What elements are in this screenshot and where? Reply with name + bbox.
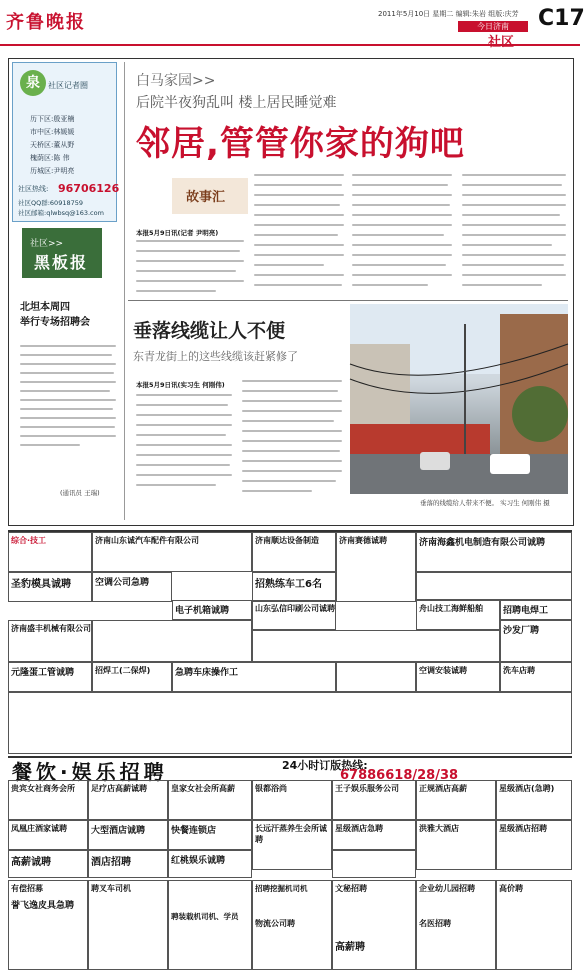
second-byline: 本报5月9日讯(实习生 何刚伟) — [136, 381, 225, 389]
ad-title: 高薪聘 — [335, 942, 365, 953]
ad-cell — [92, 572, 172, 602]
ad-title: 快餐连锁店 — [171, 826, 217, 836]
ad-cell — [496, 780, 572, 820]
ad-title: 空调公司急聘 — [95, 578, 150, 588]
ad-title: 元隆蛋工管诚聘 — [11, 668, 75, 678]
ad-cell — [416, 572, 572, 600]
lead-column-4 — [462, 174, 566, 294]
lead-column-1 — [136, 240, 244, 300]
ad-title: 星级酒店急聘 — [335, 824, 383, 833]
ad-title: 招聘挖掘机司机 — [255, 884, 308, 893]
ad-title: 济南盛丰机械有限公司 — [11, 624, 91, 633]
ad-cell — [500, 600, 572, 620]
reporter-box-title: 社区记者圈 — [48, 81, 88, 90]
ad-title: 大型酒店诚聘 — [91, 826, 146, 836]
ad-cell — [252, 880, 332, 970]
qq-group: 社区QQ群:60918759 — [18, 199, 84, 207]
ad-title: 足疗店高薪诚聘 — [91, 784, 147, 793]
ad-title: 名医招聘 — [419, 919, 451, 928]
second-column-1 — [136, 394, 232, 494]
ad-title: 招熟练车工6名 — [255, 579, 322, 590]
ad-title: 电子机箱诚聘 — [175, 606, 230, 616]
ad-title: 高薪诚聘 — [11, 857, 51, 868]
ad-cell — [500, 620, 572, 662]
ad-cell — [496, 820, 572, 870]
ad-cell — [8, 850, 88, 878]
ad-cell — [92, 620, 252, 662]
ad-title: 济南顺达设备制造 — [255, 536, 319, 545]
ad-title: 高价聘 — [499, 884, 523, 893]
ad-cell — [172, 662, 336, 692]
ad-cell — [92, 532, 252, 572]
ad-cell — [92, 662, 172, 692]
hotline-number: 96706126 — [58, 182, 120, 195]
reporter-item: 历城区:尹明亮 — [30, 167, 75, 175]
ad-cell — [88, 780, 168, 820]
banner-title: 餐饮·娱乐招聘 — [12, 760, 168, 784]
left-story-title-line: 举行专场招聘会 — [20, 317, 90, 328]
ad-title: 招焊工(二保焊) — [95, 666, 151, 675]
ad-cell — [168, 780, 252, 820]
ad-cell — [500, 662, 572, 692]
ad-title: 誉飞逸皮具急聘 — [11, 901, 75, 911]
ad-cell — [332, 780, 416, 820]
ad-title: 星级酒店(急聘) — [499, 784, 555, 793]
ad-title: 企业幼儿园招聘 — [419, 884, 475, 893]
ad-cell — [252, 630, 500, 662]
story-badge-label: 故事汇 — [186, 190, 226, 205]
ad-title: 星级酒店招聘 — [499, 824, 547, 833]
ad-cell — [416, 820, 496, 870]
reporter-item: 槐荫区:陈 伟 — [30, 154, 70, 162]
blackboard-small: 社区>> — [30, 239, 64, 249]
ad-cell — [416, 600, 500, 630]
street-photo — [350, 304, 568, 494]
ad-title: 酒店招聘 — [91, 857, 131, 868]
ad-title: 济南海鑫机电制造有限公司诚聘 — [419, 538, 546, 548]
lead-column-2 — [254, 174, 344, 294]
blackboard-title: 黑板报 — [34, 253, 89, 272]
ad-title: 长远汗蒸养生会所诚聘 — [255, 824, 327, 844]
ad-title: 洗车店聘 — [503, 666, 535, 675]
ad-row-filler — [8, 692, 572, 754]
ad-title: 红桃娱乐诚聘 — [171, 856, 226, 866]
left-story-title — [20, 300, 120, 330]
second-subhead: 东青龙街上的这些线缆该赶紧修了 — [133, 350, 298, 363]
lead-kicker: 白马家园>> — [136, 73, 216, 89]
ad-cell — [168, 820, 252, 850]
ad-cell — [416, 662, 500, 692]
lead-subhead: 后院半夜狗乱叫 楼上居民睡觉难 — [136, 95, 337, 111]
street-photo-illustration — [350, 304, 568, 494]
lead-column-3 — [352, 174, 452, 294]
ad-cell — [336, 532, 416, 602]
ad-title: 正规酒店高薪 — [419, 784, 467, 793]
ad-cell — [252, 532, 336, 572]
ad-cell — [332, 820, 416, 850]
ad-cell — [8, 880, 88, 970]
ad-cell — [252, 780, 332, 820]
reporter-item: 市中区:林媛媛 — [30, 128, 75, 136]
photo-caption: 垂落的线缆给人带来不便。 实习生 何刚伟 摄 — [420, 499, 550, 507]
ad-title: 聘装载机司机、学员 — [171, 912, 239, 921]
ad-title: 空调安装诚聘 — [419, 666, 467, 675]
ad-cell — [8, 820, 88, 850]
ad-title: 综合·技工 — [11, 536, 47, 545]
ad-title: 聘叉车司机 — [91, 884, 131, 893]
lead-headline: 邻居,管管你家的狗吧 — [136, 124, 465, 164]
column-divider — [124, 62, 125, 520]
ad-cell — [168, 880, 252, 970]
story-divider — [128, 300, 568, 301]
second-headline: 垂落线缆让人不便 — [133, 320, 286, 342]
ad-title: 银都浴尚 — [255, 784, 287, 793]
ad-title: 物流公司聘 — [255, 919, 295, 928]
lead-byline: 本报5月9日讯(记者 尹明亮) — [136, 229, 219, 237]
ad-title: 皇家女社会所高薪 — [171, 784, 235, 793]
ad-cell — [88, 850, 168, 878]
ad-cell — [416, 880, 496, 970]
today-jinan-tag: 今日济南 — [458, 21, 528, 32]
dateline: 2011年5月10日 星期二 编辑:朱岩 组版:庆芳 — [378, 10, 519, 18]
ad-cell — [252, 820, 332, 870]
ad-title: 王子娱乐服务公司 — [335, 784, 399, 793]
ad-cell — [88, 820, 168, 850]
reporter-item: 天桥区:董从野 — [30, 141, 75, 149]
ad-title: 凤凰庄酒家诚聘 — [11, 824, 67, 833]
ad-title: 有偿招募 — [11, 884, 43, 893]
ad-title: 圣豹模具诚聘 — [11, 579, 71, 590]
email: 社区邮箱:qlwbsq@163.com — [18, 209, 104, 217]
ad-cell — [8, 620, 92, 662]
banner-hotline-number: 67886618/28/38 — [340, 768, 459, 783]
ad-cell — [172, 600, 252, 620]
page-number: C17 — [538, 6, 585, 31]
ad-title: 舟山技工海鲜船舶 — [419, 604, 483, 613]
ad-title: 沙发厂聘 — [503, 626, 540, 636]
ad-cell — [8, 572, 92, 602]
ad-cell — [168, 850, 252, 878]
ad-cell — [496, 880, 572, 970]
ad-title: 济南赛德诚聘 — [339, 536, 387, 545]
reporter-item: 历下区:殷亚楠 — [30, 115, 75, 123]
ad-cell — [8, 662, 92, 692]
ad-title: 文秘招聘 — [335, 884, 367, 893]
ad-cell — [336, 662, 416, 692]
banner-hotline-label: 24小时订版热线: — [282, 759, 368, 772]
ad-title: 洪雅大酒店 — [419, 824, 459, 833]
ad-title: 济南山东诚汽车配件有限公司 — [95, 536, 199, 545]
second-column-2 — [242, 380, 342, 500]
masthead: 齐鲁晚报 — [6, 12, 86, 33]
ad-cell — [416, 780, 496, 820]
ad-title: 招聘电焊工 — [503, 606, 549, 616]
hotline-label: 社区热线: — [18, 185, 49, 193]
ad-cell — [8, 780, 88, 820]
ad-title: 贵宾女社商务会所 — [11, 784, 75, 793]
ad-cell — [8, 532, 92, 572]
ad-cell — [88, 880, 168, 970]
left-story-body — [20, 345, 116, 453]
ad-title: 山东弘信印刷公司诚聘 — [255, 604, 335, 613]
quan-logo-icon: 泉 — [20, 70, 46, 96]
section-title: 社区 — [488, 35, 515, 50]
ad-cell — [332, 850, 416, 878]
ad-cell — [252, 600, 336, 630]
ad-title: 急聘车床操作工 — [175, 668, 239, 678]
left-story-title-line: 北坦本周四 — [20, 302, 70, 313]
ad-cell — [252, 572, 336, 602]
ad-cell — [332, 880, 416, 970]
ad-cell — [416, 532, 572, 572]
left-story-author: (通讯员 王瑞) — [60, 489, 100, 497]
